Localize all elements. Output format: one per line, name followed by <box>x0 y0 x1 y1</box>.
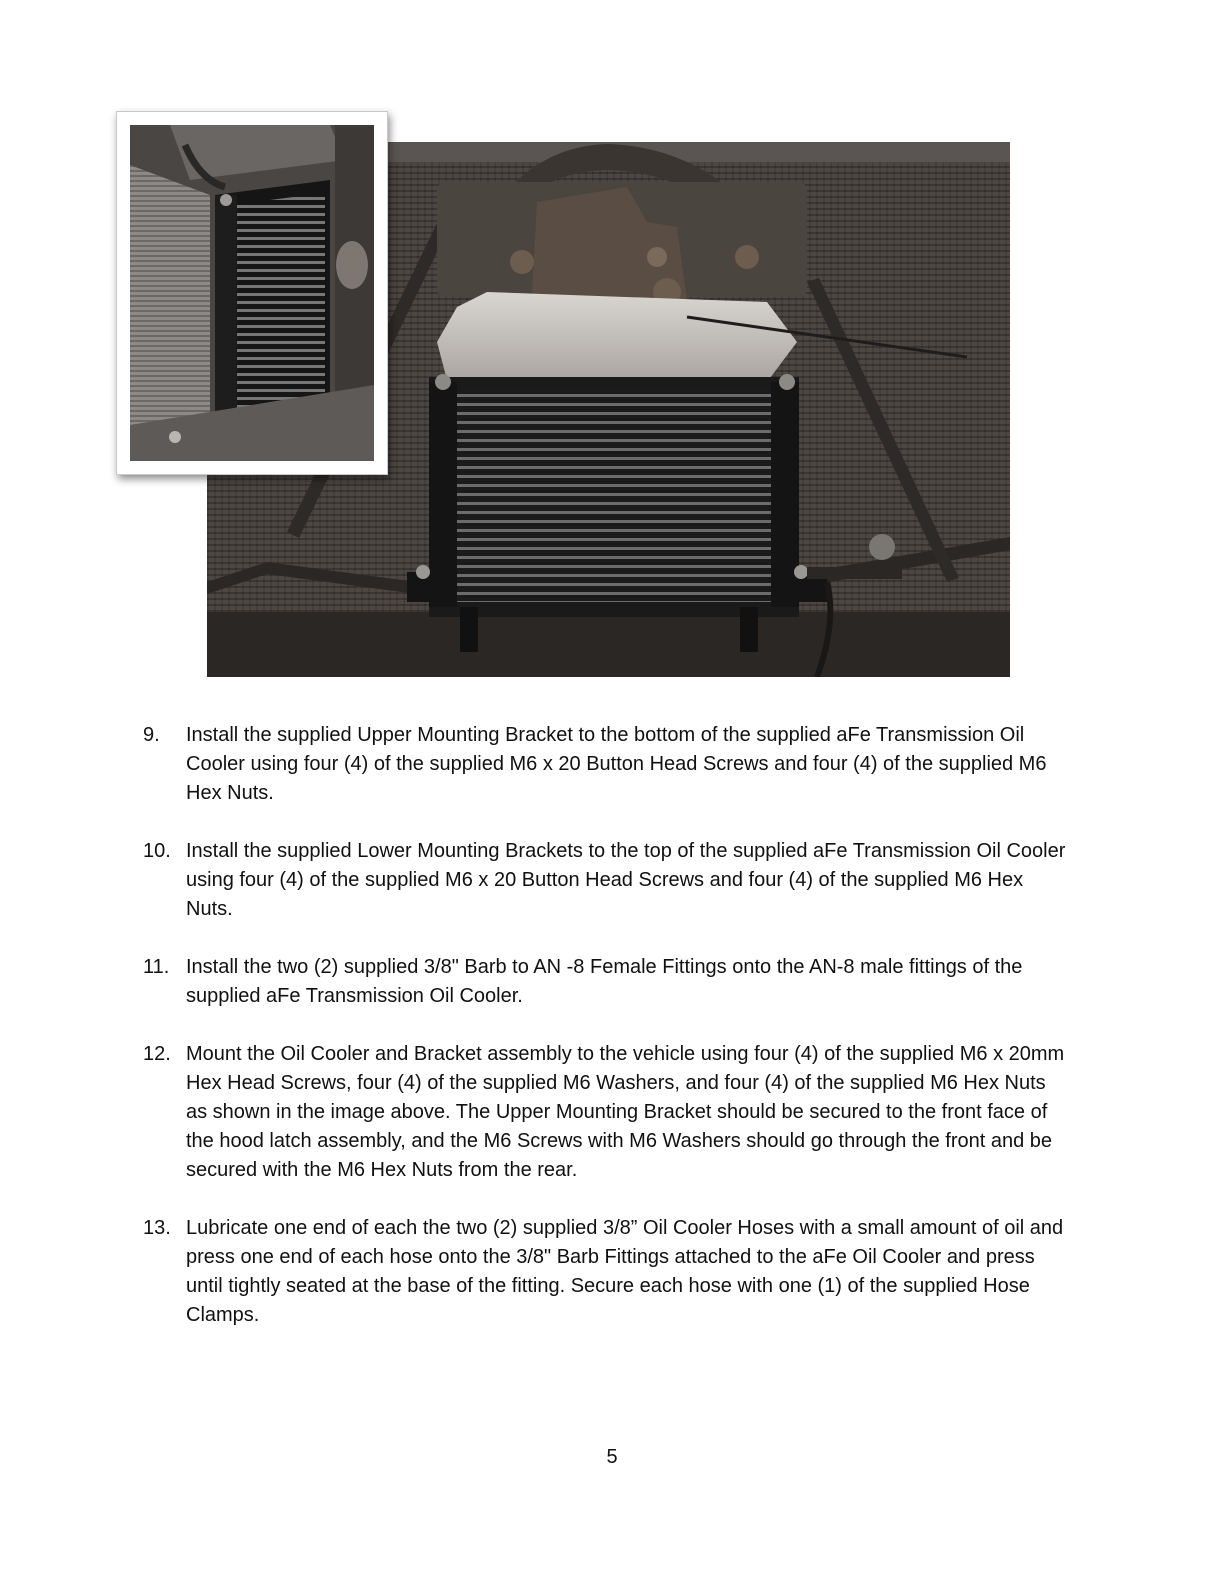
step-text: Install the supplied Lower Mounting Brackets to the top of the supplied aFe Transmission Oil Cooler using four (4) of the supplied M6 x 20 Button Head Screws and four (4) of the supplied M6 Hex Nuts. <box>186 840 1066 920</box>
step-number: 10. <box>143 840 171 862</box>
page-number: 5 <box>606 1446 618 1468</box>
inset-photo-frame <box>116 111 388 475</box>
step-number: 9. <box>143 724 160 746</box>
instruction-step-12 <box>0 1040 1071 1185</box>
step-number: 12. <box>143 1043 171 1065</box>
step-number: 13. <box>143 1217 171 1239</box>
instruction-list <box>0 721 1224 1359</box>
step-text: Install the two (2) supplied 3/8" Barb to AN -8 Female Fittings onto the AN-8 male fittings of the supplied aFe Transmission Oil Cooler. <box>186 956 1023 1007</box>
instruction-step-9 <box>0 721 1071 808</box>
step-text: Mount the Oil Cooler and Bracket assembly to the vehicle using four (4) of the supplied M6 x 20mm Hex Head Screws, four (4) of the supplied M6 Washers, and four (4) of the supplied M6 Hex Nuts as shown in the image above. The Upper Mounting Bracket should be secured to the front face of the hood latch assembly, and the M6 Screws with M6 Washers should go through the front and be secured with the M6 Hex Nuts from the rear. <box>186 1043 1065 1181</box>
instruction-step-10 <box>0 837 1071 924</box>
inset-photo <box>130 125 374 461</box>
instruction-step-13 <box>0 1214 1071 1330</box>
oil-cooler-side-view-photo-icon <box>130 125 374 461</box>
instruction-step-11 <box>0 953 1071 1011</box>
step-number: 11. <box>143 956 170 978</box>
step-text: Lubricate one end of each the two (2) supplied 3/8” Oil Cooler Hoses with a small amount of oil and press one end of each hose onto the 3/8" Barb Fittings attached to the aFe Oil Cooler and press until tightly seated at the base of the fitting. Secure each hose with one (1) of the supplied Hose Clamps. <box>186 1217 1064 1326</box>
step-text: Install the supplied Upper Mounting Bracket to the bottom of the supplied aFe Transmission Oil Cooler using four (4) of the supplied M6 x 20 Button Head Screws and four (4) of the supplied M6 Hex Nuts. <box>186 724 1047 804</box>
